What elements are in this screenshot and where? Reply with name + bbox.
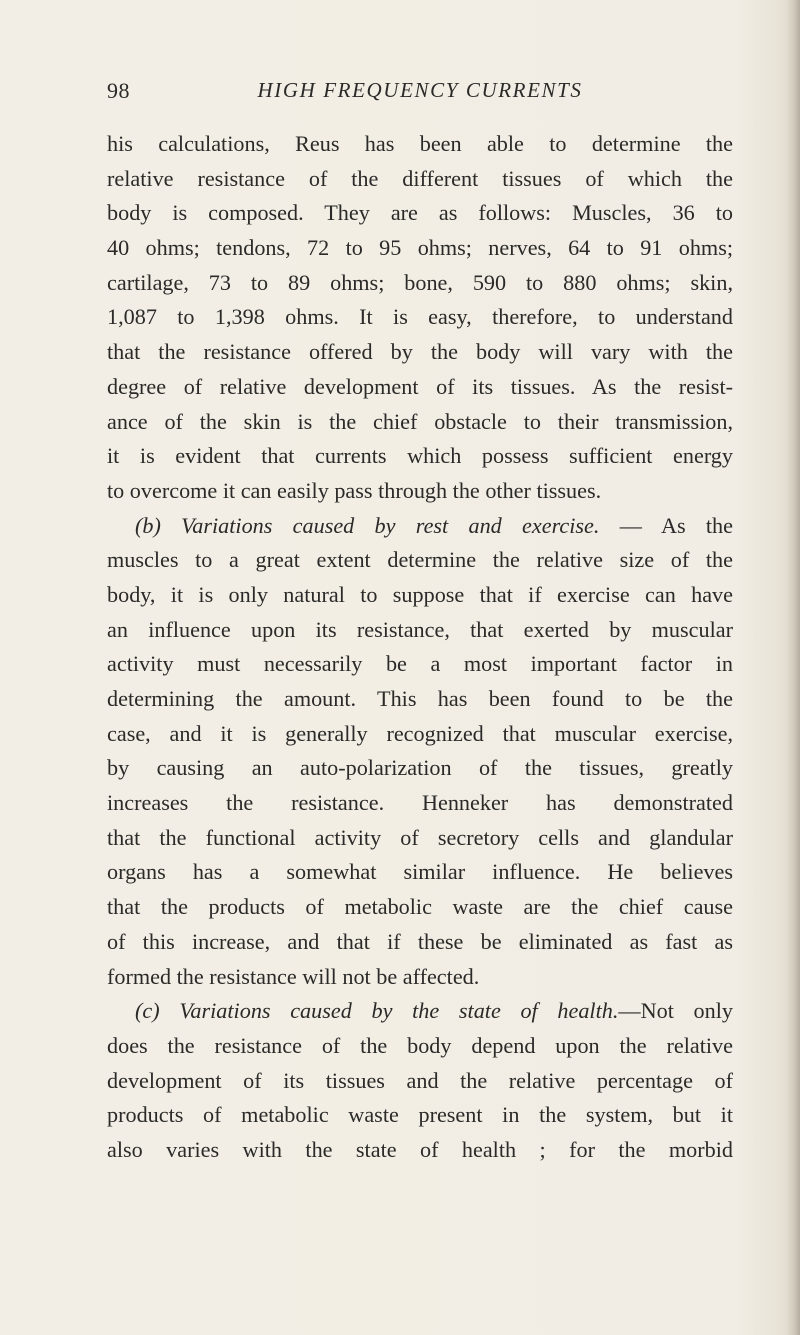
page-edge-shadow: [786, 0, 800, 1335]
text-line: body, it is only natural to suppose that if exercise can have: [107, 581, 733, 607]
text-line: organs has a somewhat similar influence. He believes: [107, 859, 733, 885]
page-number: 98: [107, 78, 130, 103]
text-line: also varies with the state of health ; for the morbid: [107, 1136, 733, 1162]
text-line: that the resistance offered by the body will vary with the: [107, 339, 733, 365]
section-c-title: Variations caused by the state of health.: [179, 998, 619, 1024]
text-line: cartilage, 73 to 89 ohms; bone, 590 to 880 ohms; skin,: [107, 269, 733, 295]
text-line: an influence upon its resistance, that exerted by muscular: [107, 616, 733, 642]
section-b-dash: — As the: [599, 512, 734, 538]
text-line: by causing an auto-polarization of the tissues, greatly: [107, 755, 733, 781]
text-line: products of metabolic waste present in the system, but it: [107, 1102, 733, 1128]
text-line: it is evident that currents which possess sufficient energy: [107, 443, 733, 469]
text-line: does the resistance of the body depend upon the relative: [107, 1032, 733, 1058]
text-line: relative resistance of the different tissues of which the: [107, 165, 733, 191]
text-line: increases the resistance. Henneker has demonstrated: [107, 790, 733, 816]
text-line: case, and it is generally recognized that muscular exercise,: [107, 720, 733, 746]
text-line: ance of the skin is the chief obstacle to their transmission,: [107, 408, 733, 434]
text-line: that the functional activity of secretory cells and glandular: [107, 824, 733, 850]
text-line: of this increase, and that if these be eliminated as fast as: [107, 928, 733, 954]
text-line: determining the amount. This has been found to be the: [107, 686, 733, 711]
text-line: body is composed. They are as follows: Muscles, 36 to: [107, 200, 733, 226]
running-head: HIGH FREQUENCY CURRENTS: [257, 78, 583, 102]
section-heading-c: [107, 994, 733, 1029]
text-line: development of its tissues and the relative percentage of: [107, 1067, 733, 1093]
section-b-title: Variations caused by rest and exercise.: [181, 512, 600, 538]
text-line: to overcome it can easily pass through the other tissues.: [107, 477, 602, 503]
text-line: muscles to a great extent determine the relative size of the: [107, 547, 733, 573]
text-line: activity must necessarily be a most important factor in: [107, 651, 733, 677]
body-text: [107, 127, 733, 1168]
section-b-label: (b): [135, 512, 161, 538]
text-line: 1,087 to 1,398 ohms. It is easy, therefore, to understand: [107, 304, 733, 330]
text-line: his calculations, Reus has been able to determine the: [107, 131, 733, 156]
section-c-dash: —Not only: [618, 998, 733, 1024]
page-header: [107, 78, 733, 108]
text-line: formed the resistance will not be affected.: [107, 963, 480, 989]
text-line: degree of relative development of its tissues. As the resist-: [107, 373, 733, 399]
text-line: that the products of metabolic waste are the chief cause: [107, 894, 733, 920]
section-heading-b: [107, 509, 733, 544]
text-line: 40 ohms; tendons, 72 to 95 ohms; nerves, 64 to 91 ohms;: [107, 235, 733, 261]
section-c-label: (c): [135, 998, 160, 1024]
